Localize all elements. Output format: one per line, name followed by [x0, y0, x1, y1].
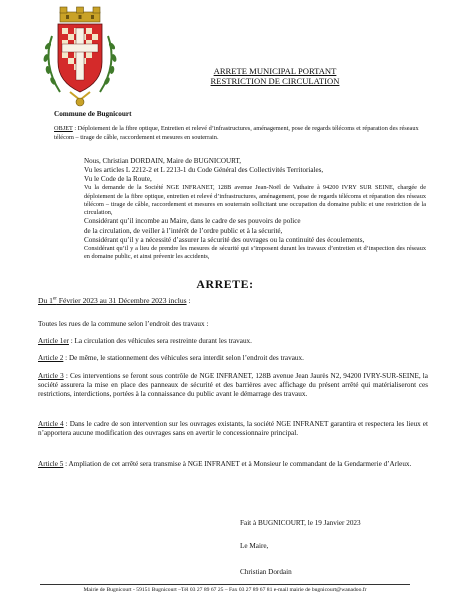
signature-name: Christian Dordain [240, 568, 292, 576]
period-prefix: Du 1 [38, 296, 53, 305]
considerant-line: Considérant qu’il y a nécessité d’assurer la sécurité des ouvrages ou la continuité des écoulements, [84, 235, 365, 244]
period-underlined [38, 296, 187, 305]
intro-line: Toutes les rues de la commune selon l’endroit des travaux : [38, 320, 209, 328]
article-label: Article 5 [38, 460, 64, 468]
article-text: : Ampliation de cet arrêté sera transmise à NGE INFRANET et à Monsieur le commandant de la Gendarmerie d’Arleux. [63, 460, 412, 468]
article-3 [38, 372, 428, 400]
article-text: : La circulation des véhicules sera restreinte durant les travaux. [68, 337, 252, 345]
objet-text: : Déploiement de la fibre optique, Entretien et relevé d’infrastructures, aménagement, pose de regards télécoms et réparation des réseaux télécom – tirage de câble, raccordement et mesures en souterrain. [54, 125, 419, 141]
considerant-line: Considérant qu’il y a lieu de prendre les mesures de sécurité qui s’imposent durant les travaux d’entretien et d’inspection des réseaux en domaine public, et ainsi prévenir les accidents, [84, 244, 426, 261]
period-sup: er [52, 296, 57, 302]
footer-divider [40, 584, 410, 585]
coat-of-arms [40, 6, 120, 108]
period-suffix: : [186, 296, 191, 305]
article-label: Article 1er [38, 337, 69, 345]
commune-name: Commune de Bugnicourt [54, 110, 132, 118]
article-2 [38, 354, 428, 363]
footer-contact: Mairie de Bugnicourt - 59151 Bugnicourt –Tél 03 27 89 67 25 – Fax 03 27 89 67 81 e-mail mairie de bugnicourt@wanadoo.fr [83, 587, 367, 593]
document-title-line-1: ARRETE MUNICIPAL PORTANT [213, 66, 337, 76]
considerant-line: Considérant qu’il incombe au Maire, dans le cadre de ses pouvoirs de police [84, 217, 301, 226]
article-text: : Ces interventions se feront sous contrôle de NGE INFRANET, 128B avenue Jean Jaurès N2, 94200 IVRY-SUR-SEINE, la société assurera la mise en place des panneaux de sécurité et des barrières avec affichage du présent arrêté qui matérialiseront ces restrictions, interdictions, portées à la connaissance du public avant le démarrage des travaux. [38, 372, 428, 399]
arrete-heading: ARRETE: [196, 277, 254, 291]
considerant-line: Vu le Code de la Route, [84, 175, 152, 184]
considerant-line: Vu les articles L 2212-2 et L 2213-1 du Code Général des Collectivités Territoriales, [84, 166, 324, 175]
considerant-line: Vu la demande de la Société NGE INFRANET, 128B avenue Jean-Noël de Vathaire à 94200 IVRY SUR SEINE, chargée de déploiement de la fibre optique, entretien et relevé d’infrastructures, aménagement, pose de regards télécoms et réparation des réseaux télécom – tirage de câble, raccordement et mesures en souterrain sollicitant une occupation du domaine public et une restriction de la circulation, [84, 184, 426, 217]
article-label: Article 4 [38, 420, 64, 428]
objet-paragraph [54, 125, 426, 142]
document-title-line-2: RESTRICTION DE CIRCULATION [210, 76, 340, 86]
article-4 [38, 420, 428, 438]
period-line [38, 296, 191, 305]
article-text: : Dans le cadre de son intervention sur les ouvrages existants, la société NGE INFRANET garantira et respectera les lieux et n’apportera aucune modification des ouvrages sans en avertir le concessionnaire principal. [38, 420, 428, 438]
objet-label: OBJET [54, 125, 73, 132]
period-rest: Février 2023 au 31 Décembre 2023 inclus [56, 296, 187, 305]
article-1 [38, 337, 428, 346]
considerants-block [84, 157, 426, 261]
considerant-line: de la circulation, de veiller à l’intérêt de l’ordre public et à la sécurité, [84, 226, 283, 235]
signature-place-date: Fait à BUGNICOURT, le 19 Janvier 2023 [240, 519, 361, 527]
article-label: Article 3 [38, 372, 64, 380]
article-text: : De même, le stationnement des véhicules sera interdit selon l’endroit des travaux. [63, 354, 304, 362]
signature-role: Le Maire, [240, 542, 269, 550]
considerant-line: Nous, Christian DORDAIN, Maire de BUGNICOURT, [84, 157, 242, 165]
article-label: Article 2 [38, 354, 64, 362]
article-5 [38, 460, 428, 469]
